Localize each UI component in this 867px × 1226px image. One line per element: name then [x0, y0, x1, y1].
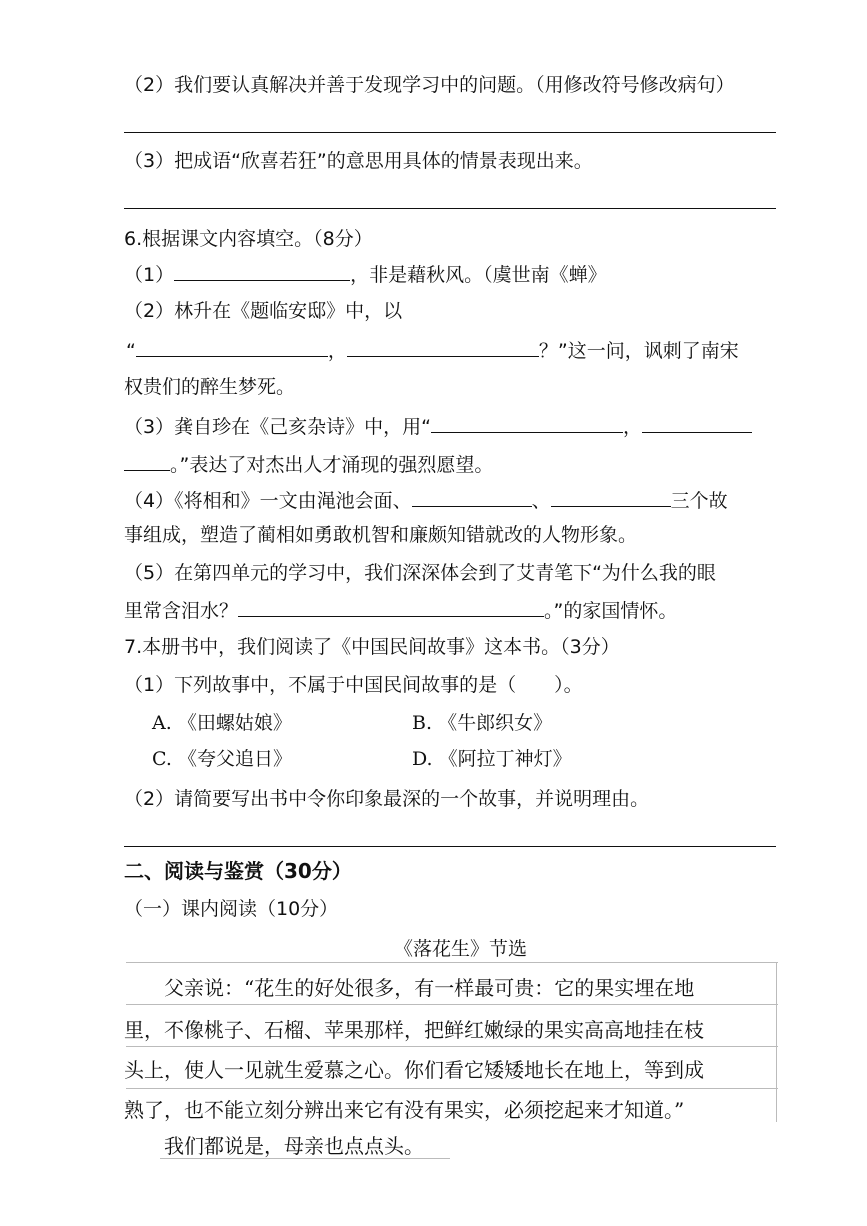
q6-item4-sep: 、	[531, 490, 551, 512]
q6-item3-blank-1[interactable]	[431, 412, 623, 433]
q6-item1-prefix: （1）	[124, 264, 175, 286]
q6-title: 6.根据课文内容填空。（8分）	[124, 228, 373, 250]
q7-option-a[interactable]	[152, 710, 292, 736]
ruled-border	[776, 962, 777, 1122]
passage-line-2: 里，不像桃子、石榴、苹果那样，把鲜红嫩绿的果实高高地挂在枝	[124, 1018, 704, 1042]
option-b-text: 《牛郎织女》	[438, 712, 553, 734]
option-d-letter: D.	[412, 748, 433, 770]
passage-line-3: 头上，使人一见就生爱慕之心。你们看它矮矮地长在地上，等到成	[124, 1058, 704, 1082]
ruled-line	[126, 962, 778, 963]
option-c-letter: C.	[152, 748, 172, 770]
q7-item2: （2）请简要写出书中令你印象最深的一个故事，并说明理由。	[124, 788, 650, 810]
q6-item4-suffix: 三个故	[670, 490, 728, 512]
ruled-line	[126, 1004, 778, 1005]
q6-item4-blank-1[interactable]	[412, 486, 532, 507]
q6-item2-blank-2[interactable]	[347, 336, 539, 357]
q5-item3-answer-line[interactable]	[124, 208, 776, 209]
section2-heading: 二、阅读与鉴赏（30分）	[124, 859, 352, 883]
q7-title: 7.本册书中，我们阅读了《中国民间故事》这本书。（3分）	[124, 636, 620, 658]
q6-item5-line2	[124, 596, 677, 624]
option-b-letter: B.	[412, 712, 433, 734]
q6-item3-prefix: （3）龚自珍在《己亥杂诗》中，用“	[124, 416, 431, 438]
q6-item4-blank-2[interactable]	[551, 486, 671, 507]
q6-item4-line1	[124, 486, 728, 514]
option-d-text: 《阿拉丁神灯》	[438, 748, 572, 770]
q6-item3-line1	[124, 412, 752, 440]
q6-item3-suffix: 。”表达了对杰出人才涌现的强烈愿望。	[170, 454, 494, 476]
passage-line-4: 熟了，也不能立刻分辨出来它有没有果实，必须挖起来才知道。”	[124, 1098, 685, 1122]
option-a-text: 《田螺姑娘》	[177, 712, 292, 734]
section2-subheading: （一）课内阅读（10分）	[124, 898, 339, 920]
q6-item4-line2: 事组成，塑造了蔺相如勇敢机智和廉颇知错就改的人物形象。	[124, 524, 638, 546]
q6-item1-suffix: ，非是藉秋风。（虞世南《蝉》	[350, 264, 607, 286]
q6-item2-suffix: ？”这一问，讽刺了南宋	[538, 340, 739, 362]
q7-item1: （1）下列故事中，不属于中国民间故事的是（ ）。	[124, 674, 583, 696]
option-c-text: 《夸父追日》	[177, 748, 292, 770]
q6-item2-comma: ，	[327, 340, 347, 362]
q5-item2-answer-line[interactable]	[124, 132, 776, 133]
ruled-line	[126, 1046, 778, 1047]
q7-option-d[interactable]	[412, 746, 572, 772]
q6-item5-blank[interactable]	[238, 596, 544, 617]
q6-item2-line2	[126, 336, 739, 364]
q5-item2-text: （2）我们要认真解决并善于发现学习中的问题。（用修改符号修改病句）	[124, 74, 735, 96]
ruled-line	[126, 1088, 778, 1089]
q7-option-b[interactable]	[412, 710, 552, 736]
q6-item1-blank[interactable]	[174, 260, 350, 281]
passage-title: 《落花生》节选	[394, 938, 528, 960]
q6-item4-prefix: （4）《将相和》一文由渑池会面、	[124, 490, 412, 512]
q5-item3-text: （3）把成语“欣喜若狂”的意思用具体的情景表现出来。	[124, 150, 593, 172]
q6-item3-blank-2[interactable]	[642, 412, 752, 433]
passage-line-1: 父亲说：“花生的好处很多，有一样最可贵：它的果实埋在地	[164, 976, 695, 1000]
q6-item5-suffix: 。”的家国情怀。	[544, 600, 678, 622]
q6-item2-open-quote: “	[126, 340, 136, 362]
q6-item3-line2	[124, 450, 493, 478]
q6-item3-blank-3[interactable]	[124, 450, 170, 471]
q6-item2-blank-1[interactable]	[136, 336, 328, 357]
q7-item2-answer-line[interactable]	[124, 846, 776, 847]
q6-item3-comma: ，	[622, 416, 642, 438]
q6-item2-line1: （2）林升在《题临安邸》中，以	[124, 300, 403, 322]
option-a-letter: A.	[152, 712, 172, 734]
passage-line-5: 我们都说是，母亲也点点头。	[164, 1134, 424, 1158]
q6-item5-prefix: 里常含泪水？	[124, 600, 239, 622]
q6-item5-line1: （5）在第四单元的学习中，我们深深体会到了艾青笔下“为什么我的眼	[124, 562, 716, 584]
q7-option-c[interactable]	[152, 746, 292, 772]
q6-item2-line3: 权贵们的醉生梦死。	[124, 376, 296, 398]
q6-item1	[124, 260, 607, 288]
